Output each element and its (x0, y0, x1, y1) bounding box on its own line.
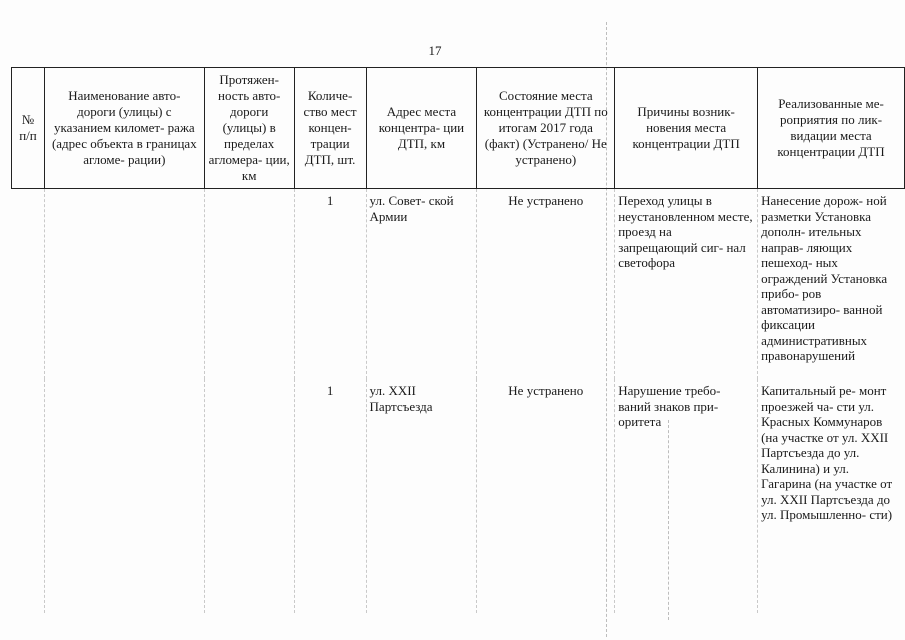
page-number: 17 (428, 43, 442, 58)
header-num: № п/п (12, 68, 45, 189)
header-reasons: Причины возник- новения места концентрации ДТП (615, 68, 758, 189)
cell-count: 1 (294, 379, 366, 613)
table-row (12, 379, 905, 613)
header-count: Количе- ство мест концен- трации ДТП, шт. (294, 68, 366, 189)
cell-reasons: Нарушение требо- ваний знаков при- оритета (615, 379, 758, 613)
cell-address: ул. Совет- ской Армии (366, 189, 477, 380)
cell-status: Не устранено (477, 189, 615, 380)
cell-status: Не устранено (477, 379, 615, 613)
header-address: Адрес места концентра- ции ДТП, км (366, 68, 477, 189)
cell-count: 1 (294, 189, 366, 380)
header-measures: Реализованные ме- роприятия по лик- видации места концентрации ДТП (758, 68, 905, 189)
dtp-concentration-table (11, 67, 905, 613)
header-road-name: Наименование авто- дороги (улицы) с указанием километ- ража (адрес объекта в границах агломе- рации) (44, 68, 204, 189)
cell-num (12, 379, 45, 613)
cell-road-name (44, 189, 204, 380)
cell-road-name (44, 379, 204, 613)
table-row (12, 189, 905, 380)
cell-address: ул. XXII Партсъезда (366, 379, 477, 613)
cell-measures: Нанесение дорож- ной разметки Установка дополн- ительных направ- ляющих пешеход- ных ограждений Установка прибо- ров автоматизиро- ванной фиксации административных правонарушений (758, 189, 905, 380)
header-status: Состояние места концентрации ДТП по итогам 2017 года (факт) (Устранено/ Не устранено) (477, 68, 615, 189)
cell-num (12, 189, 45, 380)
cell-road-length (204, 189, 294, 380)
cell-road-length (204, 379, 294, 613)
header-road-length: Протяжен- ность авто- дороги (улицы) в пределах агломера- ции, км (204, 68, 294, 189)
cell-reasons: Переход улицы в неустановленном месте, проезд на запрещающий сиг- нал светофора (615, 189, 758, 380)
header-row (12, 68, 905, 189)
cell-measures: Капитальный ре- монт проезжей ча- сти ул. Красных Коммунаров (на участке от ул. XXII Партсъезда до ул. Калинина) и ул. Гагарина (на участке от ул. XXII Партсъезда до ул. Промышленно- сти) (758, 379, 905, 613)
